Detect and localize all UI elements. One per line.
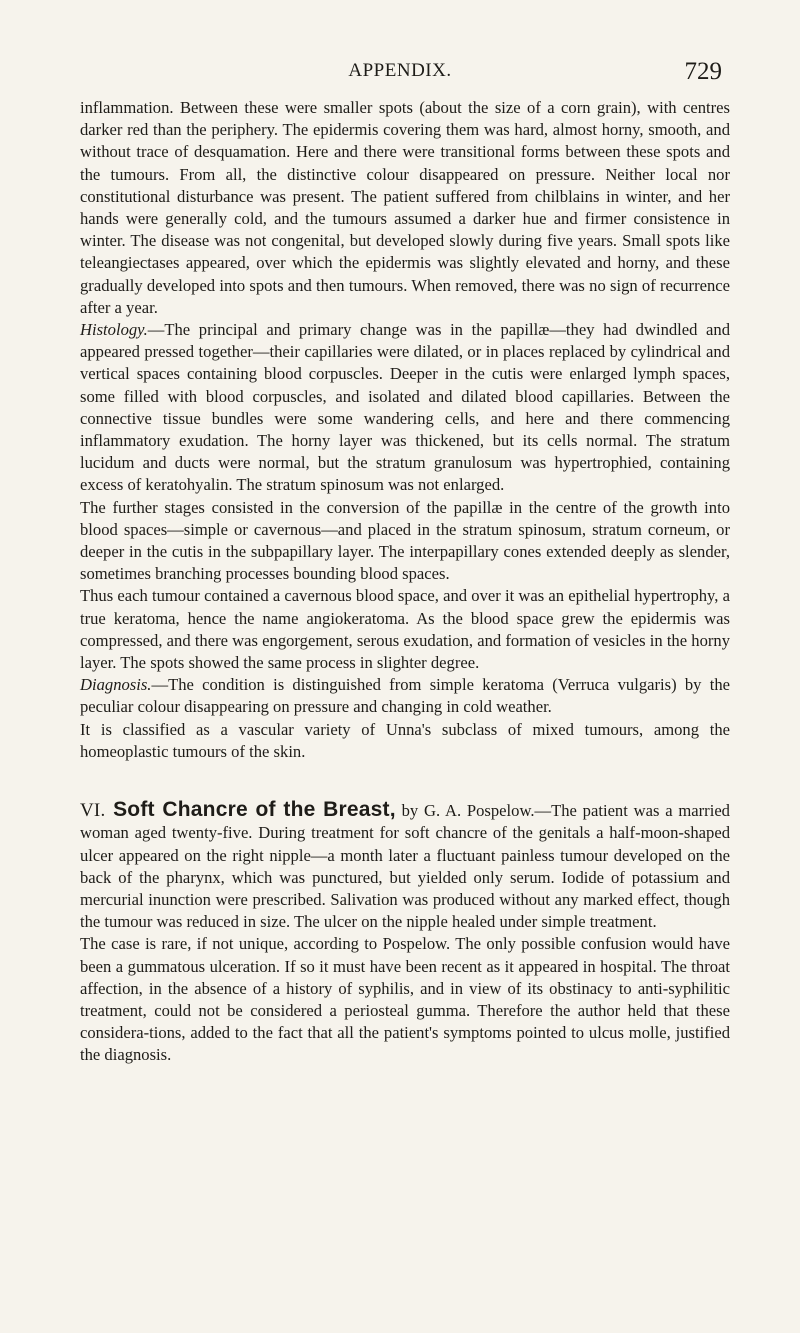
histology-text: —The principal and primary change was in the papillæ—they had dwindled and appeared pressed together—their capillaries were dilated, or in places replaced by cylindrical and vertical spaces containing blood corpuscles. Deeper in the cutis were enlarged lymph spaces, some filled with blood corpuscles, and isolated and dilated blood capillaries. Between the connective tissue bundles were some wandering cells, and here and there commencing inflammatory exudation. The horny layer was thickened, but its cells normal. The stratum lucidum and ducts were normal, but the stratum granulosum was hypertrophied, containing excess of keratohyalin. The stratum spinosum was not enlarged.	[80, 320, 730, 495]
paragraph-diagnosis	[80, 674, 730, 718]
paragraph-section-vi	[80, 799, 730, 933]
paragraph-classification: It is classified as a vascular variety of Unna's subclass of mixed tumours, among the homeoplastic tumours of the skin.	[80, 719, 730, 761]
section-numeral: VI.	[80, 800, 106, 822]
diagnosis-text: —The condition is distinguished from simple keratoma (Verruca vulgaris) by the peculiar colour disappearing on pressure and changing in cold weather.	[80, 675, 730, 717]
section-text: —The patient was a married woman aged twenty-five. During treatment for soft chancre of the genitals a half-moon-shaped ulcer appeared on the right nipple—a month later a fluctuant painless tumour developed on the back of the pharynx, which was punctured, but yielded only serum. Iodide of potassium and mercurial inunction were prescribed. Salivation was produced without any marked effect, though the tumour was reduced in size. The ulcer on the nipple healed under simple treatment.	[80, 801, 730, 932]
running-header	[0, 58, 800, 92]
section-spacer	[80, 763, 730, 799]
paragraph-histology	[80, 319, 730, 497]
section-title: Soft Chancre of the Breast,	[113, 798, 396, 822]
section-byline: by G. A. Pospelow.	[401, 801, 535, 821]
histology-label: Histology.	[80, 320, 148, 340]
paragraph-cavernous: Thus each tumour contained a cavernous blood space, and over it was an epithelial hypertrophy, a true keratoma, hence the name angiokeratoma. As the blood space grew the epidermis was compressed, and there was engorgement, serous exudation, and formation of vesicles in the horny layer. The spots showed the same process in slighter degree.	[80, 586, 730, 673]
running-title: APPENDIX.	[348, 60, 452, 81]
section-heading	[80, 798, 396, 821]
paragraph-inflammation: inflammation. Between these were smaller spots (about the size of a corn grain), with centres darker red than the periphery. The epidermis covering them was hard, almost horny, smooth, and without trace of desquamation. Here and there were transitional forms between these spots and the tumours. From all, the distinctive colour disappeared on pressure. Neither local nor constitutional disturbance was present. The patient suffered from chilblains in winter, and her hands were generally cold, and the tumours assumed a darker hue and firmer consistence in winter. The disease was not congenital, but developed slowly during five years. Small spots like teleangiectases appeared, over which the epidermis was slightly elevated and horny, and these gradually developed into spots and then tumours. When removed, there was no sign of recurrence after a year.	[80, 98, 730, 317]
paragraph-closing: The case is rare, if not unique, according to Pospelow. The only possible confusion would have been a gummatous ulceration. If so it must have been recent as it appeared in hospital. The throat affection, in the absence of a history of syphilis, and in view of its obstinacy to anti-syphilitic treatment, could not be considered a periosteal gumma. Therefore the author held that these considera-tions, added to the fact that all the patient's symptoms pointed to ulcus molle, justified the diagnosis.	[80, 934, 730, 1065]
body-text	[80, 97, 730, 1067]
paragraph-further-stages: The further stages consisted in the conversion of the papillæ in the centre of the growth into blood spaces—simple or cavernous—and placed in the stratum spinosum, stratum corneum, or deeper in the cutis in the subpapillary layer. The interpapillary cones extended deeply as slender, sometimes branching processes bounding blood spaces.	[80, 497, 730, 584]
page-number: 729	[684, 58, 722, 85]
diagnosis-label: Diagnosis.	[80, 675, 152, 695]
